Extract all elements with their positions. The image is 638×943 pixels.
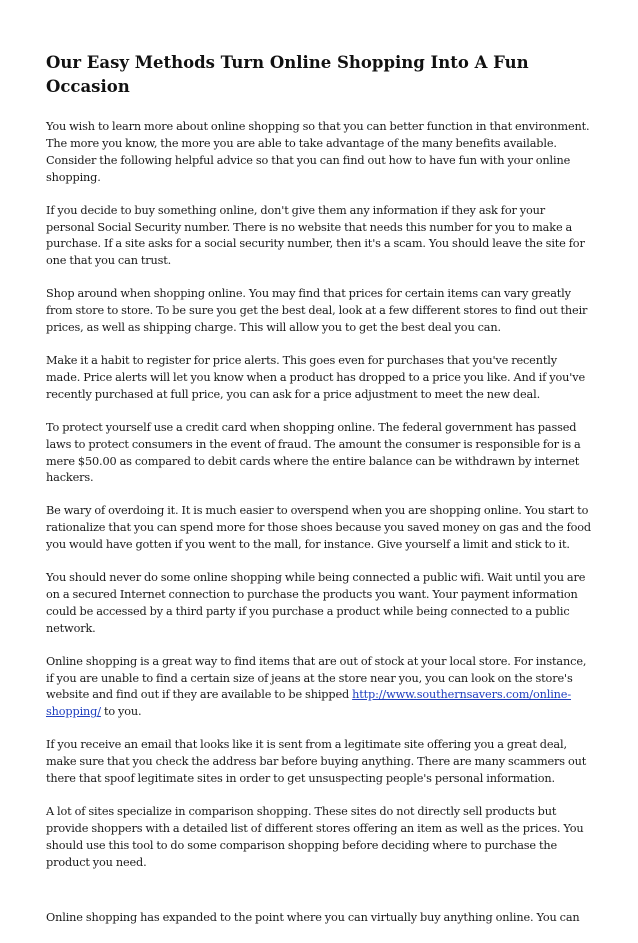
link-paragraph-after: to you. [100, 705, 142, 719]
link-paragraph-before: Online shopping is a great way to find items that are out of stock at your local store. For instance, if you are unable to find a certain size of jeans at the store near you, you can look on the store's website and find out if they are available to be shipped [46, 654, 587, 702]
paragraph-email-scam: If you receive an email that looks like it is sent from a legitimate site offering you a great deal, make sure that you check the address bar before buying anything. There are many scammers out there that spoof legitimate sites in order to get unsuspecting people's personal information. [46, 738, 587, 786]
paragraph-shop-around: Shop around when shopping online. You may find that prices for certain items can vary greatly from store to store. To be sure you get the best deal, look at a few different stores to find out their prices, as well as shipping charge. This will allow you to get the best deal you can. [46, 287, 588, 335]
paragraph-public-wifi: You should never do some online shopping while being connected a public wifi. Wait until you are on a secured Internet connection to purchase the products you want. Your payment information could be accessed by a third party if you purchase a product while being connected to a public network. [46, 571, 586, 635]
paragraph-comparison: A lot of sites specialize in comparison shopping. These sites do not directly sell products but provide shoppers with a detailed list of different stores offering an item as well as the prices. You should use this tool to do some comparison shopping before deciding where to purchase the product you need. [46, 805, 584, 869]
paragraph-price-alerts: Make it a habit to register for price alerts. This goes even for purchases that you've recently made. Price alerts will let you know when a product has dropped to a price you like. And if you've recently purchased at full price, you can ask for a price adjustment to meet the new deal. [46, 353, 585, 401]
paragraph-overspending: Be wary of overdoing it. It is much easier to overspend when you are shopping online. You start to rationalize that you can spend more for those shoes because you saved money on gas and the food you would have gotten if you went to the mall, for instance. Give yourself a limit and stick to it. [46, 504, 591, 552]
paragraph-out-of-stock [46, 654, 594, 722]
document-page [46, 51, 594, 943]
paragraph-intro: You wish to learn more about online shopping so that you can better function in that environment. The more you know, the more you are able to take advantage of the many benefits available. Consider the following helpful advice so that you can find out how to have fun with your online shopping. [46, 120, 590, 184]
paragraph-final: Online shopping has expanded to the point where you can virtually buy anything online. You can [46, 910, 580, 924]
document-title: Our Easy Methods Turn Online Shopping Into A Fun Occasion [46, 53, 529, 96]
paragraph-social-security: If you decide to buy something online, don't give them any information if they ask for your personal Social Security number. There is no website that needs this number for you to make a purchase. If a site asks for a social security number, then it's a scam. You should leave the site for one that you can trust. [46, 203, 585, 268]
paragraph-credit-card: To protect yourself use a credit card when shopping online. The federal government has passed laws to protect consumers in the event of fraud. The amount the consumer is responsible for is a mere $50.00 as compared to debit cards where the entire balance can be withdrawn by internet hackers. [46, 420, 581, 485]
southernsavers-link[interactable]: http://www.southernsavers.com/online-shopping/ [46, 688, 571, 719]
